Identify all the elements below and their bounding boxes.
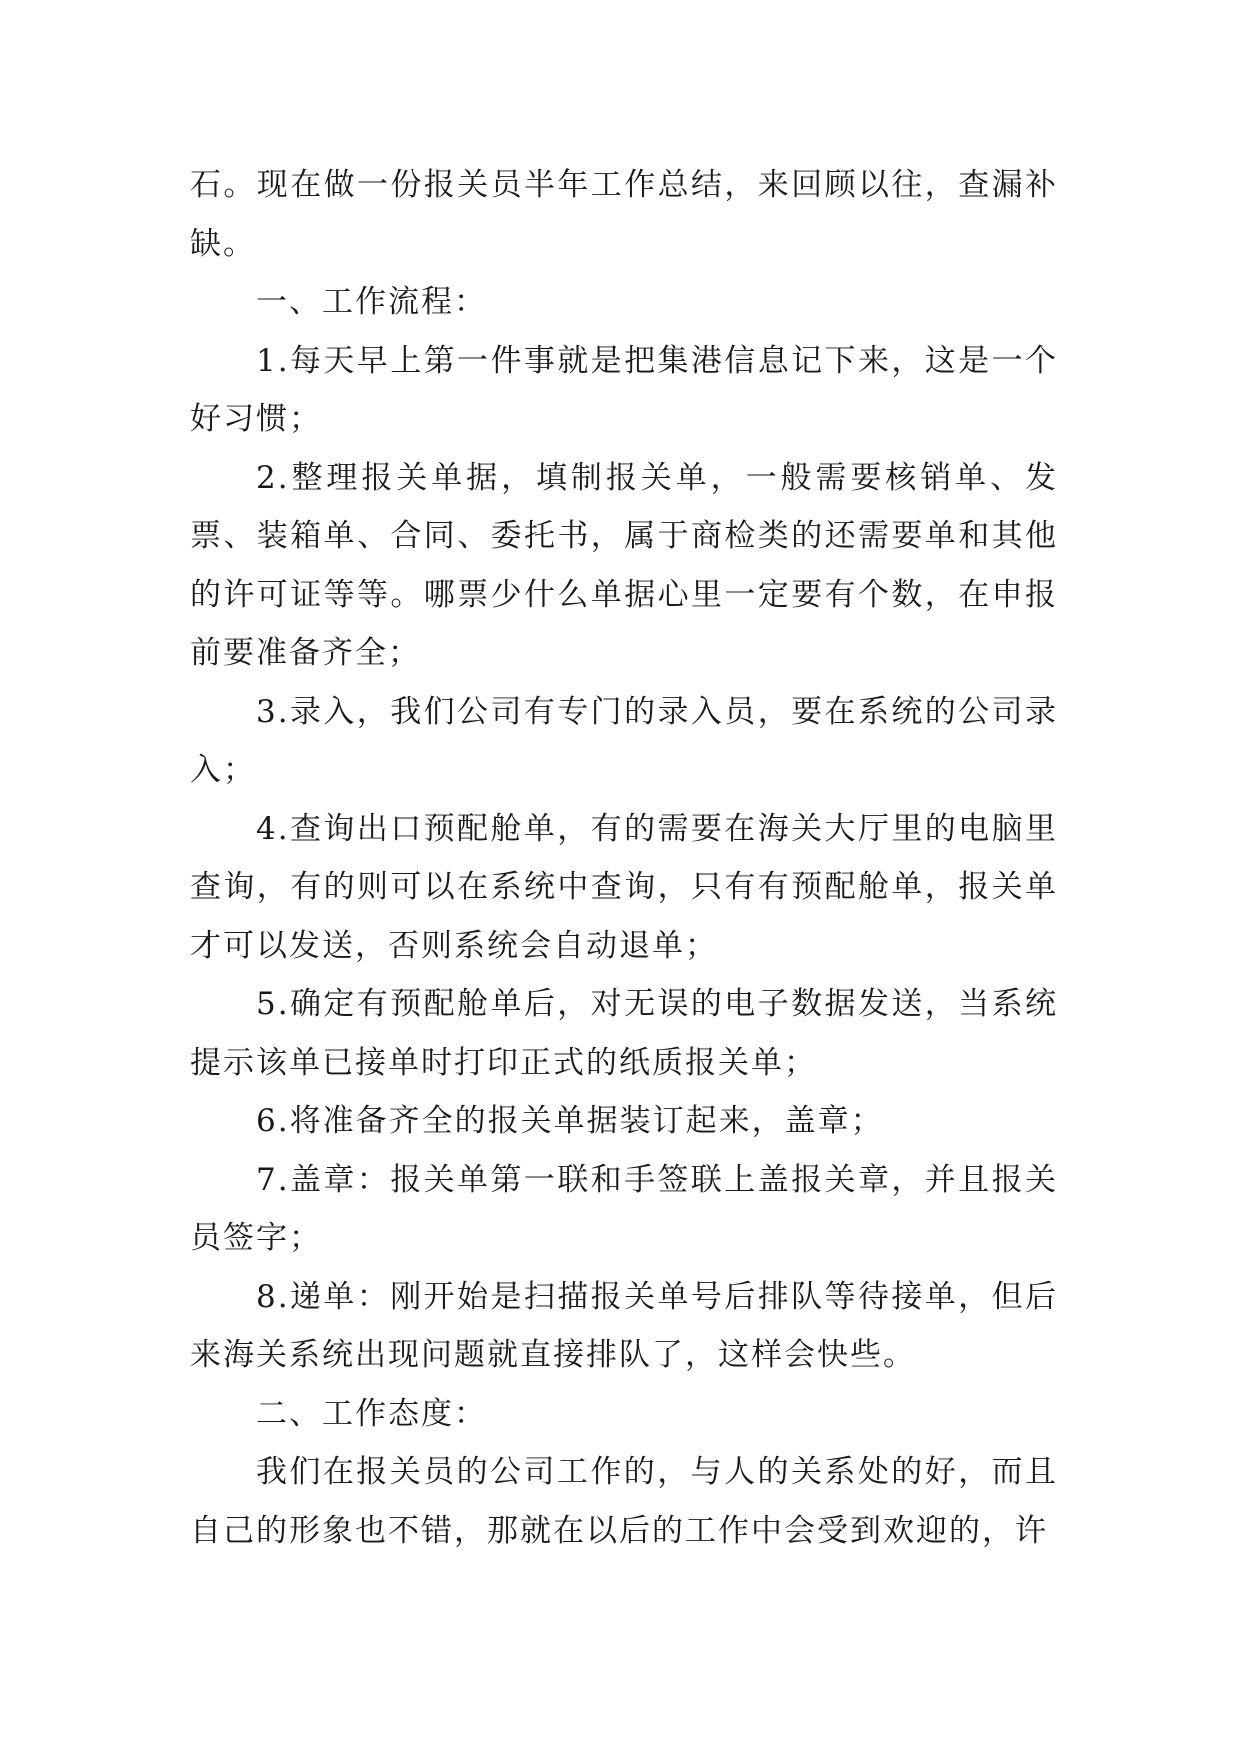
paragraph-attitude: 我们在报关员的公司工作的，与人的关系处的好，而且自己的形象也不错，那就在以后的工作中会受到欢迎的，许 — [190, 1454, 1058, 1549]
list-item-8: 8.递单：刚开始是扫描报关单号后排队等待接单，但后来海关系统出现问题就直接排队了，这样会快些。 — [190, 1278, 1058, 1373]
list-item-5: 5.确定有预配舱单后，对无误的电子数据发送，当系统提示该单已接单时打印正式的纸质报关单； — [190, 986, 1058, 1081]
section-heading-workflow: 一、工作流程： — [256, 284, 487, 320]
list-item-6: 6.将准备齐全的报关单据装订起来，盖章； — [256, 1103, 884, 1139]
section-heading-attitude: 二、工作态度： — [256, 1395, 487, 1432]
list-item-1: 1.每天早上第一件事就是把集港信息记下来，这是一个好习惯； — [190, 342, 1058, 437]
list-item-7: 7.盖章：报关单第一联和手签联上盖报关章，并且报关员签字； — [190, 1161, 1058, 1256]
document-body — [190, 156, 1058, 1560]
list-item-2: 2.整理报关单据，填制报关单，一般需要核销单、发票、装箱单、合同、委托书，属于商检类的还需要单和其他的许可证等等。哪票少什么单据心里一定要有个数，在申报前要准备齐全； — [190, 459, 1058, 671]
list-item-4: 4.查询出口预配舱单，有的需要在海关大厅里的电脑里查询，有的则可以在系统中查询，只有有预配舱单，报关单才可以发送，否则系统会自动退单； — [190, 810, 1058, 964]
paragraph-continuation: 石。现在做一份报关员半年工作总结，来回顾以往，查漏补缺。 — [190, 167, 1058, 262]
list-item-3: 3.录入，我们公司有专门的录入员，要在系统的公司录入； — [190, 693, 1058, 788]
